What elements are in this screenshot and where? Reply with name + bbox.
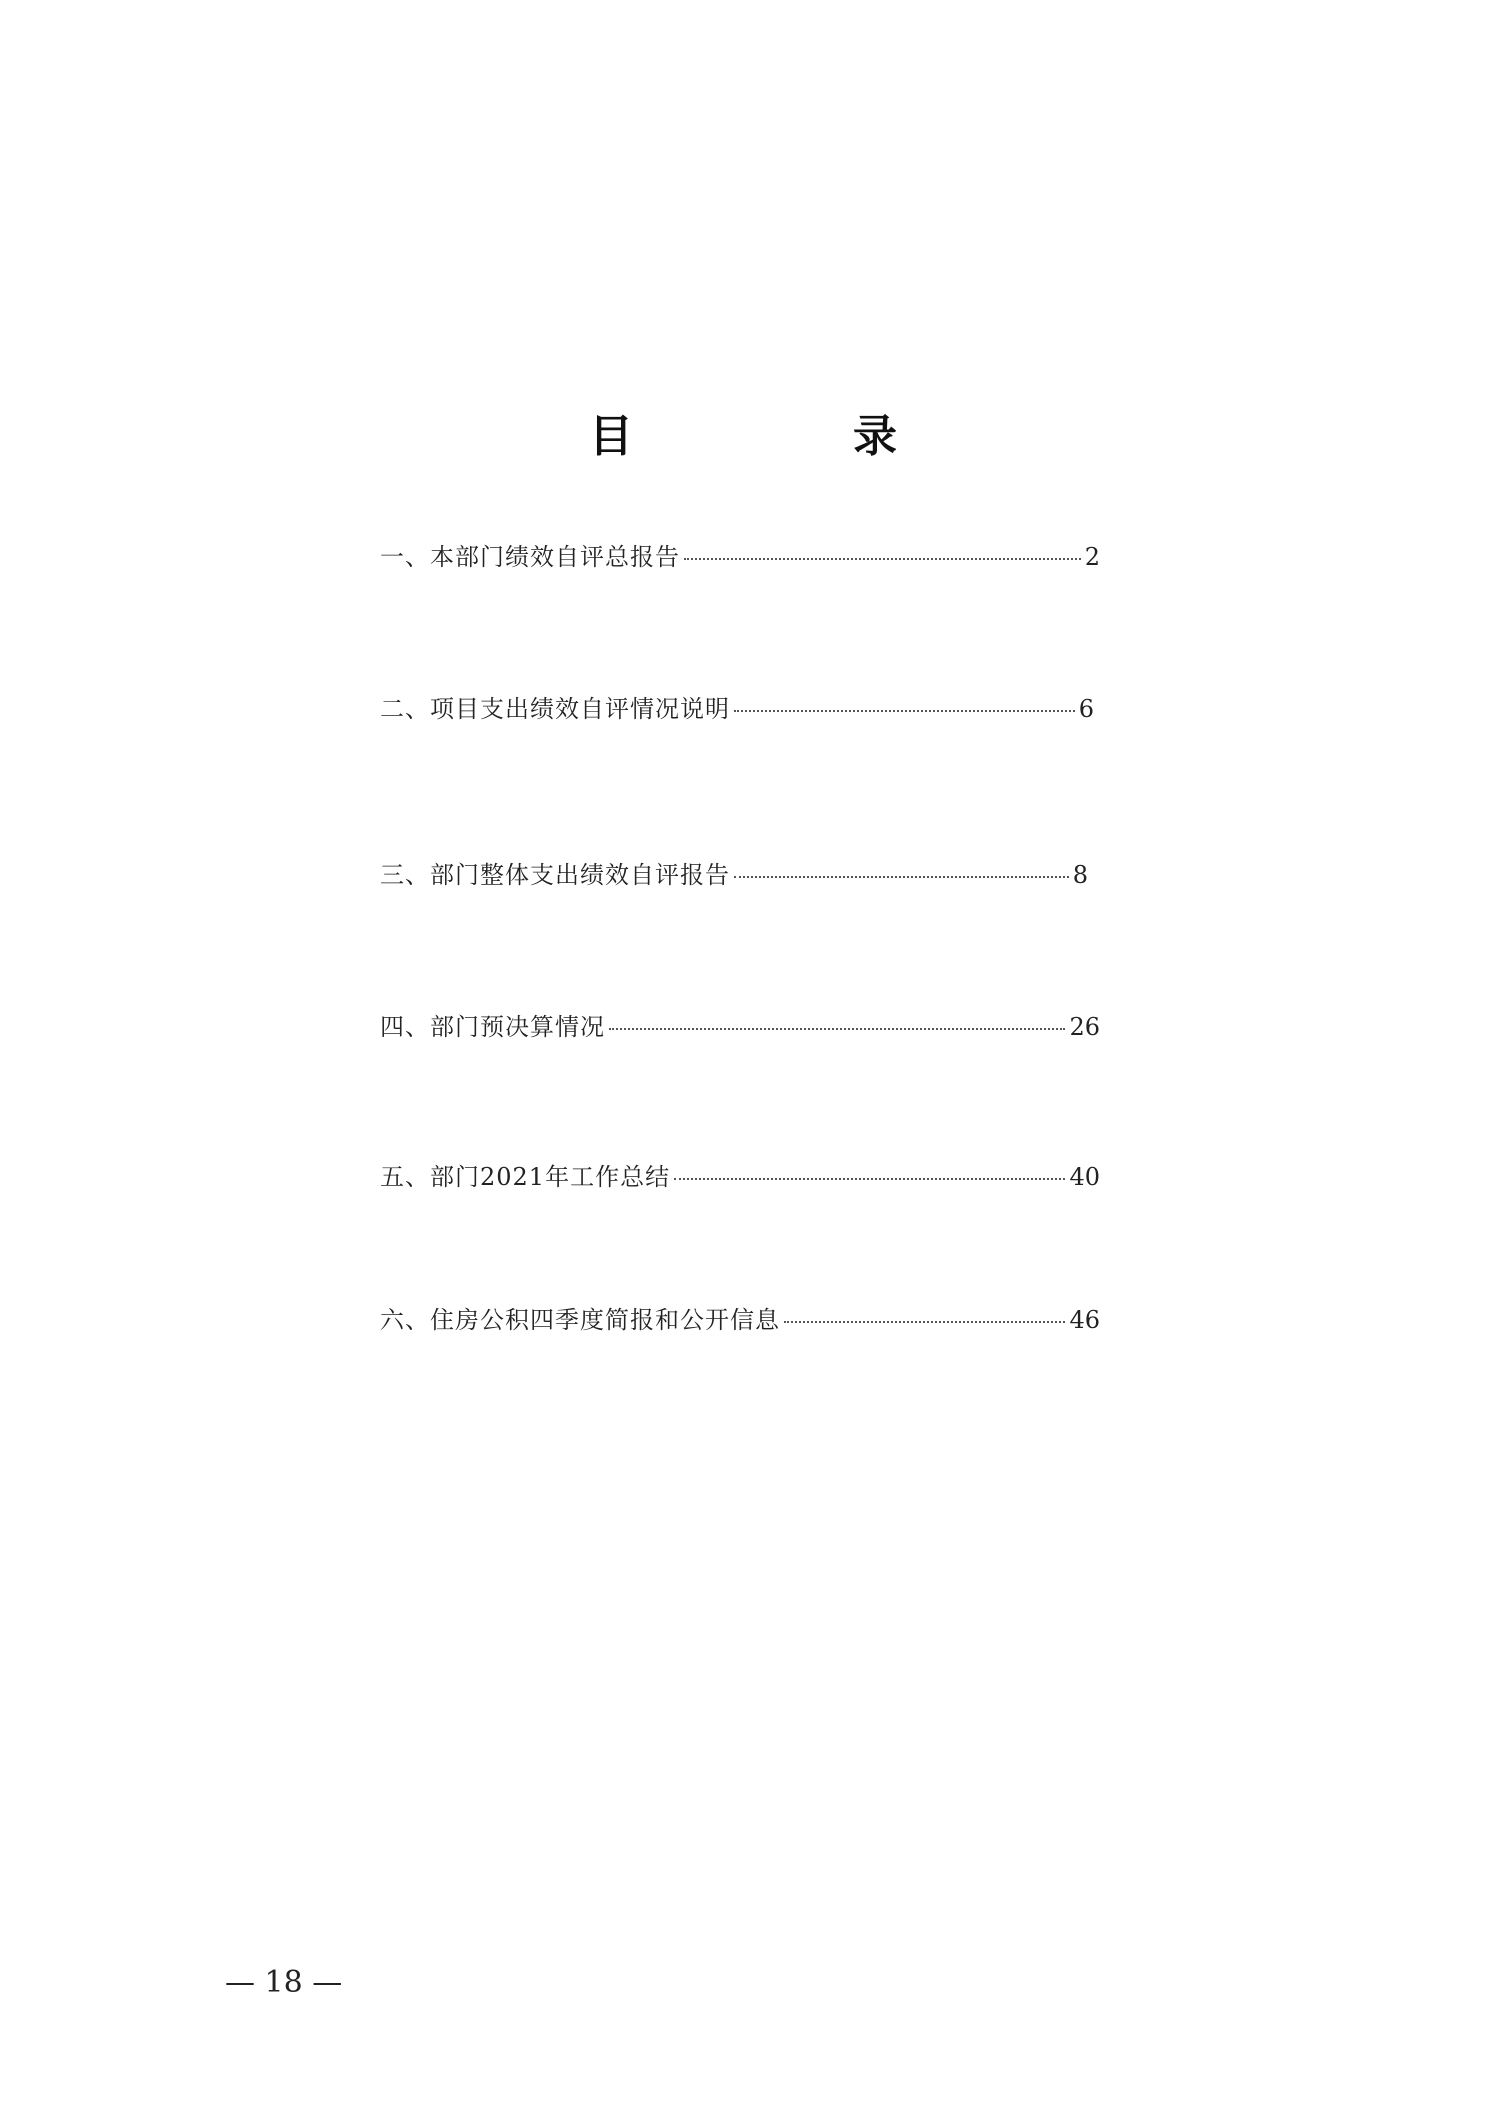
toc-entry-page: 6 (1078, 695, 1094, 723)
dot-leader (784, 1321, 1065, 1323)
toc-entry-3[interactable] (380, 860, 1088, 890)
dot-leader (684, 558, 1081, 560)
toc-entry-label: 六、住房公积四季度简报和公开信息 (380, 1306, 780, 1334)
toc-entry-label: 三、部门整体支出绩效自评报告 (380, 861, 730, 889)
toc-entry-1[interactable] (380, 542, 1100, 572)
page-number: — 18 — (225, 1965, 343, 2000)
toc-entry-label: 五、部门2021年工作总结 (380, 1163, 671, 1191)
dot-leader (734, 876, 1069, 878)
toc-entry-label: 二、项目支出绩效自评情况说明 (380, 695, 730, 723)
dot-leader (609, 1028, 1065, 1030)
dot-leader (674, 1178, 1065, 1180)
toc-entry-6[interactable] (380, 1305, 1100, 1335)
toc-entry-5[interactable] (380, 1162, 1100, 1192)
toc-entry-label: 一、本部门绩效自评总报告 (380, 543, 680, 571)
toc-entry-page: 26 (1069, 1013, 1100, 1041)
toc-entry-2[interactable] (380, 694, 1094, 724)
toc-entry-page: 2 (1084, 543, 1100, 571)
toc-entry-page: 46 (1069, 1306, 1100, 1334)
toc-entry-4[interactable] (380, 1012, 1100, 1042)
toc-entry-label: 四、部门预决算情况 (380, 1013, 605, 1041)
toc-entry-page: 40 (1069, 1163, 1100, 1191)
dot-leader (734, 710, 1075, 712)
toc-title: 目 录 (589, 411, 985, 462)
toc-list (380, 0, 1100, 2103)
toc-entry-page: 8 (1072, 861, 1088, 889)
